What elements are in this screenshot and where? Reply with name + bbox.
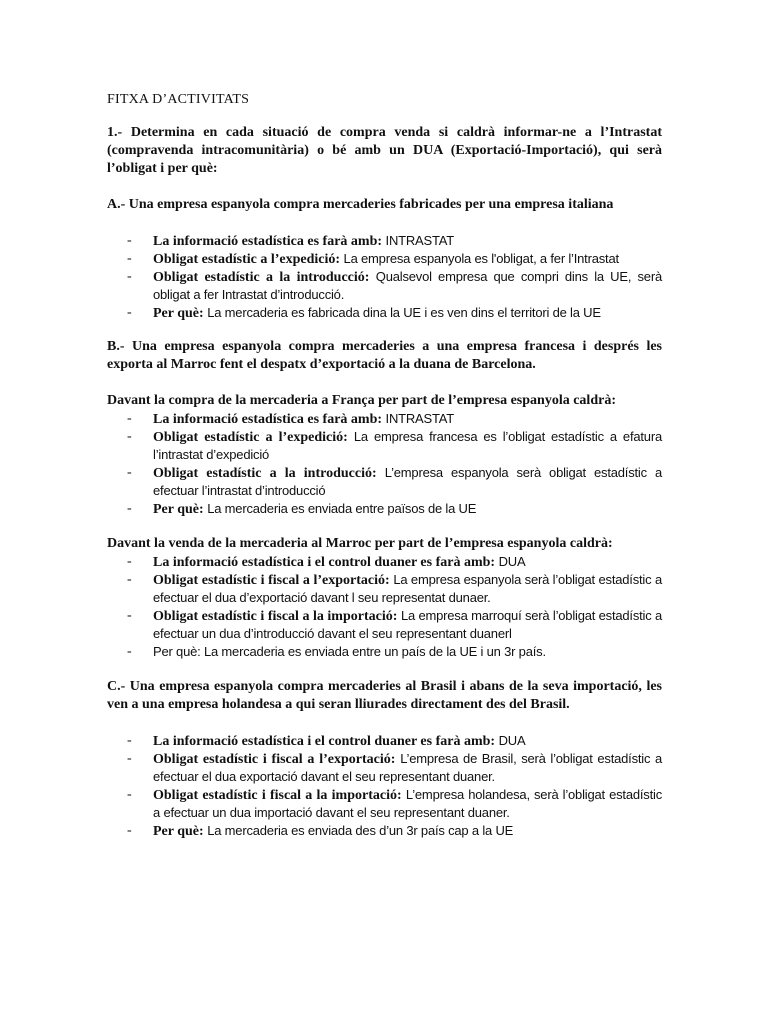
list-item: - Per què: La mercaderia es enviada entre països de la UE xyxy=(127,501,477,517)
list-item: - Obligat estadístic a l’expedició: La empresa francesa es l’obligat estadístic a efatura l’intrastat d’expedició xyxy=(127,429,662,462)
list-item: - Obligat estadístic i fiscal a la importació: La empresa marroquí serà l’obligat estadístic a efectuar un dua d’introducció davant el seu representant duanerl xyxy=(127,608,663,641)
list-item: - Per què: La mercaderia es enviada entre un país de la UE i un 3r país. xyxy=(127,644,546,659)
section-b-sub1-heading: Davant la compra de la mercaderia a França per part de l’empresa espanyola caldrà: xyxy=(107,393,616,408)
list-item: - Obligat estadístic a l’expedició: La empresa espanyola es l'obligat, a fer l’Intrastat xyxy=(127,251,619,267)
section-b-sub2-list xyxy=(127,553,662,661)
list-item: - Obligat estadístic i fiscal a l’exportació: L’empresa de Brasil, serà l’obligat estadístic a efectuar el dua exportació davant el seu representant duaner. xyxy=(127,751,662,784)
list-item: - La informació estadística es farà amb: INTRASTAT xyxy=(127,233,455,249)
section-b-sub2-heading: Davant la venda de la mercaderia al Marroc per part de l’empresa espanyola caldrà: xyxy=(107,536,613,551)
list-item: - Per què: La mercaderia es fabricada dina la UE i es ven dins el territori de la UE xyxy=(127,305,601,321)
section-c-heading: C.- Una empresa espanyola compra mercaderies al Brasil i abans de la seva importació, les ven a una empresa holandesa a qui seran lliurades directament des del Brasil. xyxy=(107,679,662,712)
list-item: - Obligat estadístic a la introducció: L’empresa espanyola serà obligat estadístic a efectuar l’intrastat d’introducció xyxy=(127,465,662,498)
section-c-list xyxy=(127,732,662,840)
list-item: - Obligat estadístic a la introducció: Qualsevol empresa que compri dins la UE, serà obligat a fer Intrastat d’introducció. xyxy=(127,269,662,302)
section-b-heading: B.- Una empresa espanyola compra mercaderies a una empresa francesa i després les exporta al Marroc fent el despatx d’exportació a la duana de Barcelona. xyxy=(107,339,662,372)
section-a-heading: A.- Una empresa espanyola compra mercaderies fabricades per una empresa italiana xyxy=(107,197,614,212)
list-item: - La informació estadística es farà amb: INTRASTAT xyxy=(127,411,455,427)
list-item: - Obligat estadístic i fiscal a la importació: L’empresa holandesa, serà l’obligat estadístic a efectuar un dua importació davant el seu representant duaner. xyxy=(127,787,663,820)
list-item: - Obligat estadístic i fiscal a l’exportació: La empresa espanyola serà l’obligat estadístic a efectuar el dua d’exportació davant l seu representat dunaer. xyxy=(127,572,662,605)
list-item: - La informació estadística i el control duaner es farà amb: DUA xyxy=(127,733,526,749)
intro-question: 1.- Determina en cada situació de compra venda si caldrà informar-ne a l’Intrastat (compravenda intracomunitària) o bé amb un DUA (Exportació-Importació), qui serà l’obligat i per què: xyxy=(107,125,662,176)
page-title: FITXA D’ACTIVITATS xyxy=(107,92,250,107)
section-b-sub1-list xyxy=(127,410,662,518)
list-item: - Per què: La mercaderia es enviada des d’un 3r país cap a la UE xyxy=(127,823,514,839)
section-a-list xyxy=(127,232,662,322)
list-item: - La informació estadística i el control duaner es farà amb: DUA xyxy=(127,554,526,570)
